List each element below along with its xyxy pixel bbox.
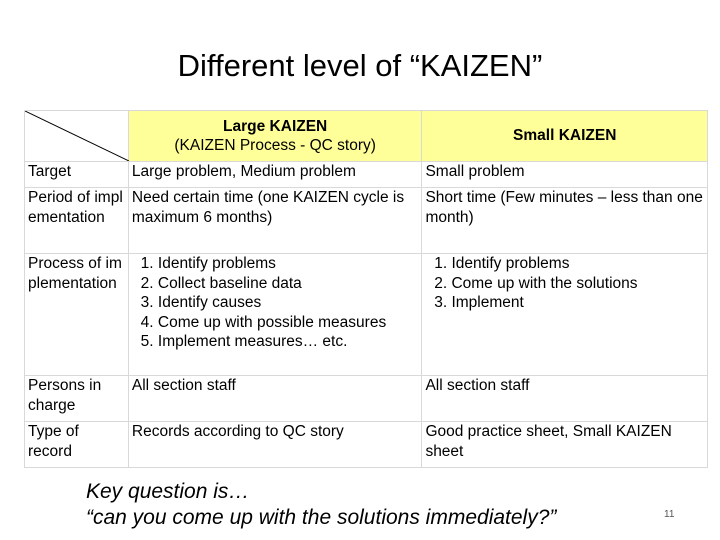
large-cell: Records according to QC story [128,422,422,468]
large-cell: Need certain time (one KAIZEN cycle is maximum 6 months) [128,188,422,254]
diagonal-line [25,111,129,161]
header-small-kaizen: Small KAIZEN [422,111,708,162]
table-row [25,376,708,422]
row-label: Process of implementation [25,254,129,376]
header-large-subtitle: (KAIZEN Process - QC story) [174,137,376,154]
row-label: Persons in charge [25,376,129,422]
row-label: Type of record [25,422,129,468]
table-row [25,422,708,468]
key-question-quote: “can you come up with the solutions immediately?” [86,506,557,529]
list-item: 4. Come up with possible measures [158,313,419,333]
large-cell [128,254,422,376]
page-number: 11 [664,509,675,520]
large-cell: Large problem, Medium problem [128,162,422,188]
table-row [25,188,708,254]
list-item: 5. Implement measures… etc. [158,332,419,352]
list-item: 3. Identify causes [158,293,419,313]
row-label: Target [25,162,129,188]
table-row [25,162,708,188]
small-process-list [425,254,704,313]
list-item: 3. Implement [451,293,704,313]
list-item: 1. Identify problems [158,254,419,274]
header-large-kaizen [128,111,422,162]
small-cell: Small problem [422,162,708,188]
diagonal-corner-cell [25,111,129,162]
key-question: Key question is… [86,480,250,503]
small-cell: Short time (Few minutes – less than one month) [422,188,708,254]
header-row [25,111,708,162]
list-item: 1. Identify problems [451,254,704,274]
small-cell: Good practice sheet, Small KAIZEN sheet [422,422,708,468]
large-process-list [132,254,419,352]
header-large-title: Large KAIZEN [223,117,328,135]
table-row [25,254,708,376]
kaizen-comparison-table [24,110,708,468]
list-item: 2. Come up with the solutions [451,274,704,294]
slide-title: Different level of “KAIZEN” [177,48,543,83]
small-cell: All section staff [422,376,708,422]
list-item: 2. Collect baseline data [158,274,419,294]
row-label: Period of implementation [25,188,129,254]
large-cell: All section staff [128,376,422,422]
small-cell [422,254,708,376]
